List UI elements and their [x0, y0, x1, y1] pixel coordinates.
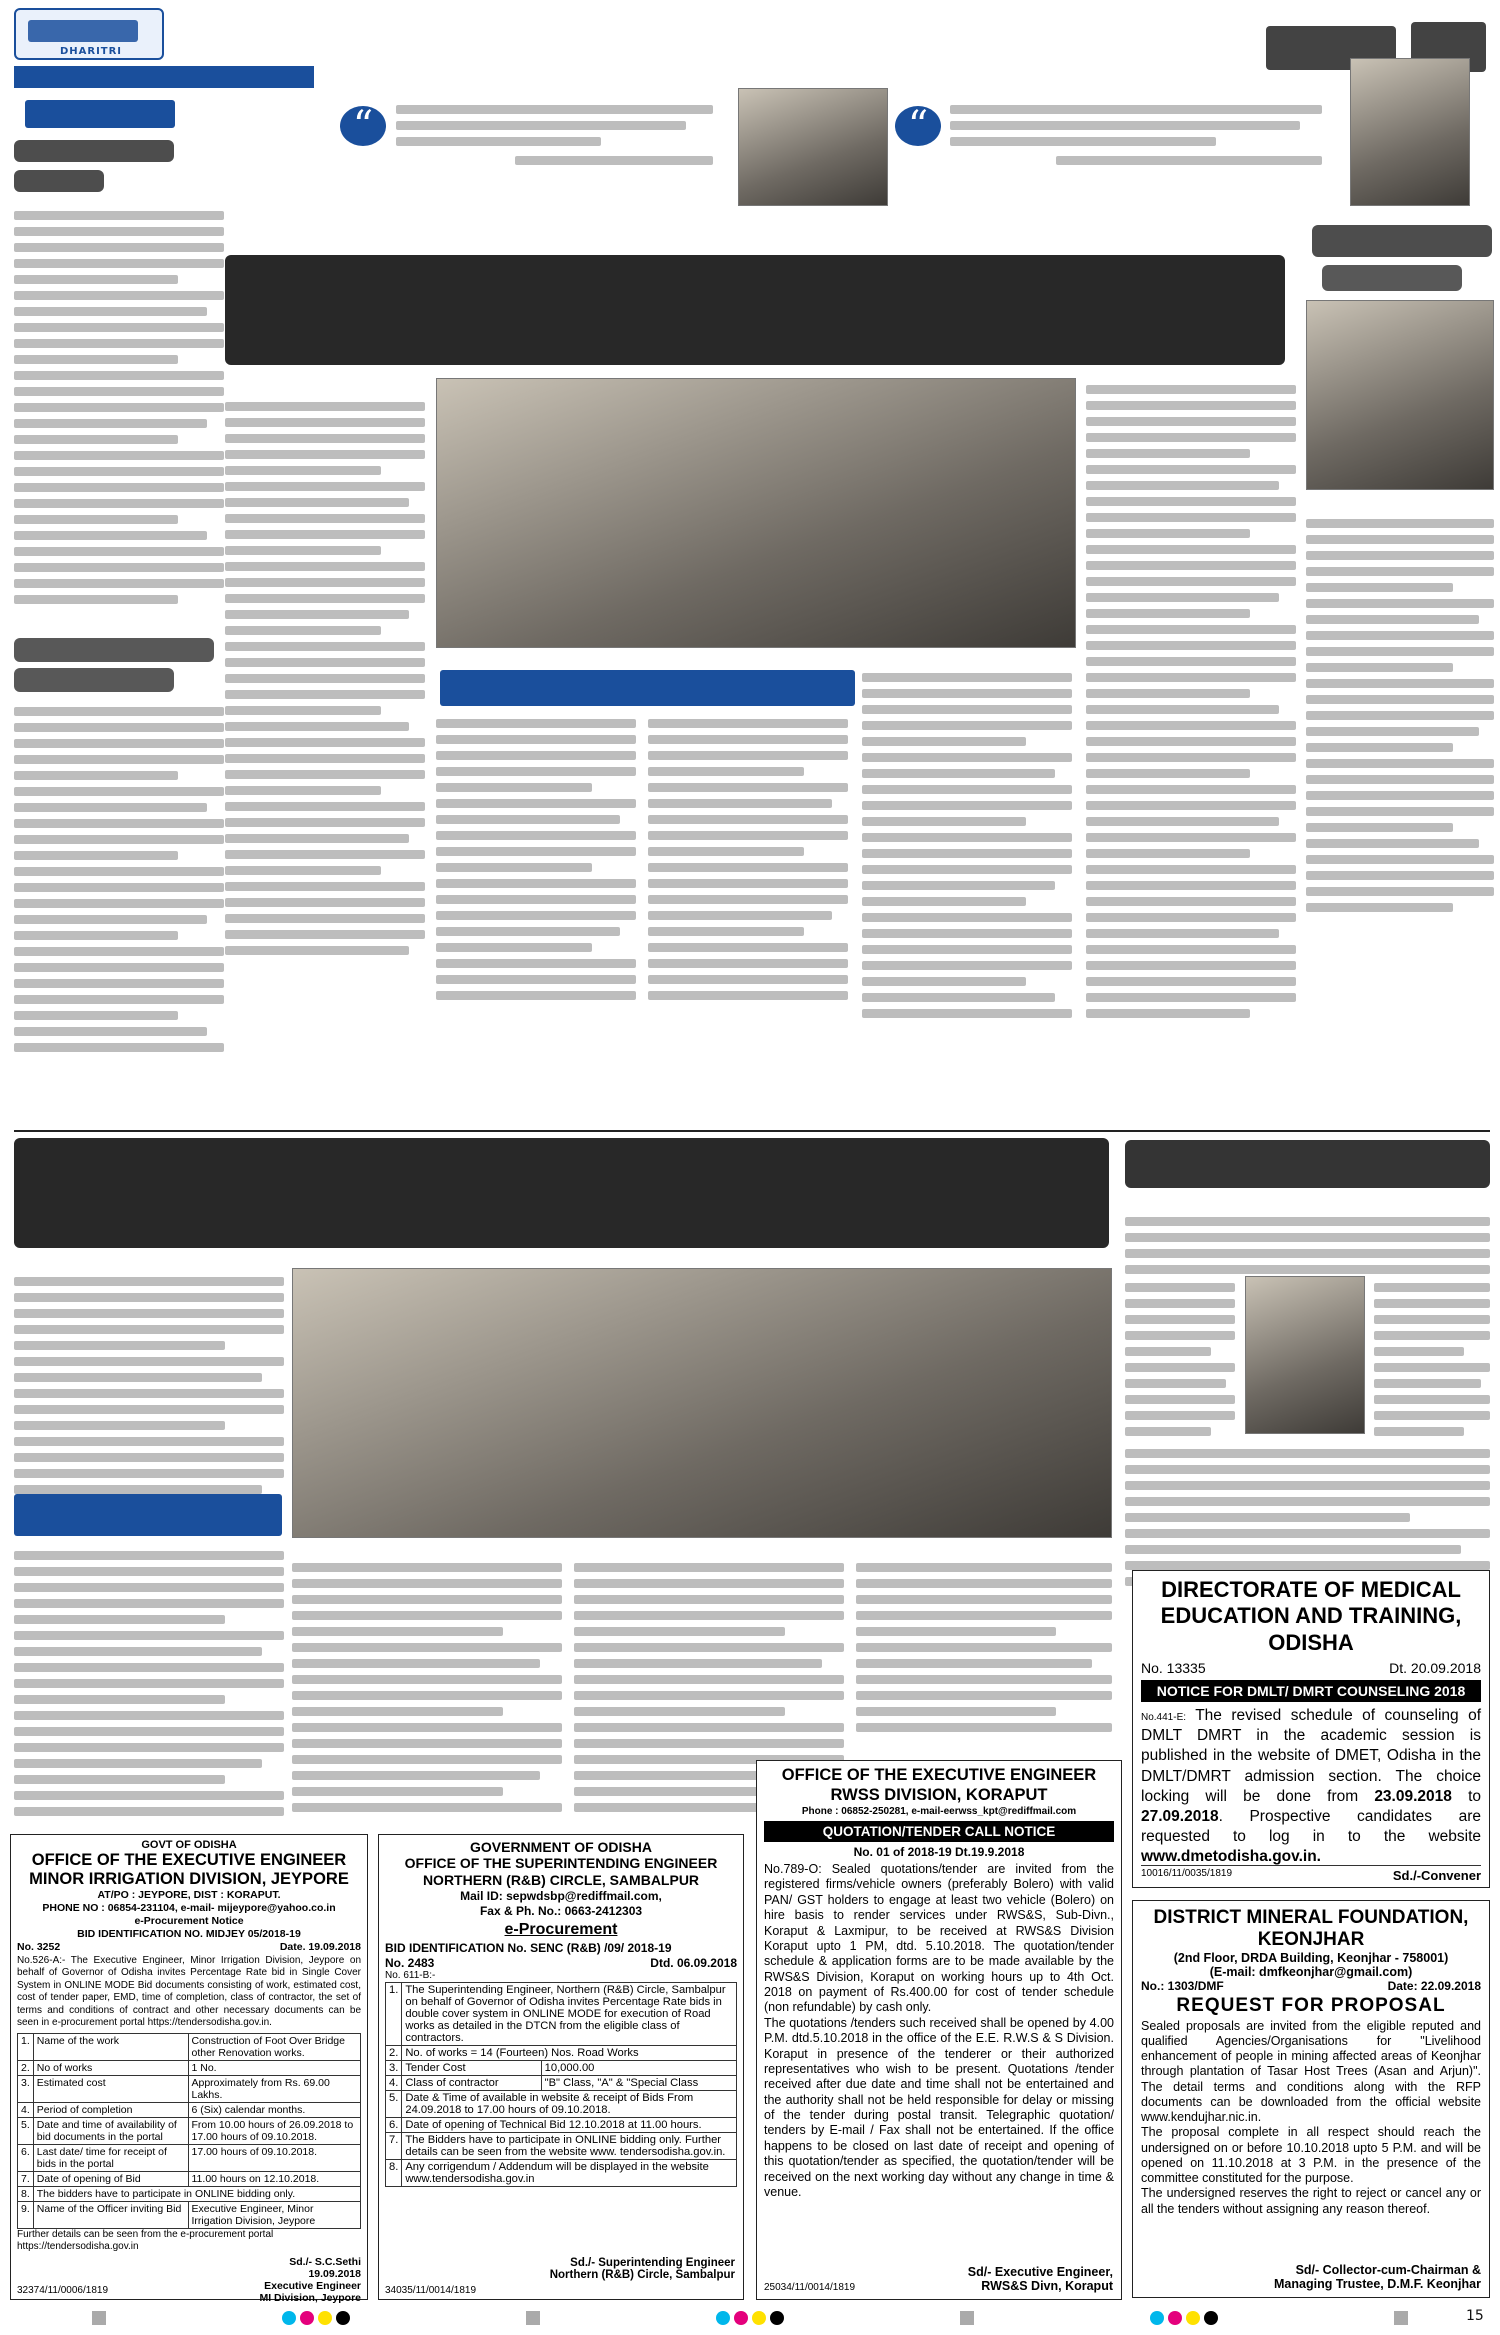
table-row: 4. Period of completion 6 (Six) calendar months.: [18, 2102, 361, 2117]
jeypore-further: Further details can be seen from the e-procurement portal https://tendersodisha.gov.in: [17, 2228, 274, 2253]
brief-body: [14, 204, 224, 611]
logo-caption: DHARITRI: [59, 46, 123, 57]
sambalpur-bid-id: BID IDENTIFICATION No. SENC (R&B) /09/ 2018-19: [385, 1940, 672, 1955]
date-bar: [14, 66, 314, 88]
jeypore-office: OFFICE OF THE EXECUTIVE ENGINEER MINOR IRRIGATION DIVISION, JEYPORE: [29, 1851, 349, 1888]
table-row: 8. The bidders have to participate in ONLINE bidding only.: [18, 2186, 361, 2201]
second-headline: [14, 1138, 1109, 1248]
table-row: 5. Date and time of availability of bid documents in the portal From 10.00 hours of 26.09.2018 to 17.00 hours of 09.10.2018.: [18, 2117, 361, 2144]
koraput-phone: Phone : 06852-250281, e-mail-eerwss_kpt@rediffmail.com: [801, 1805, 1077, 1817]
kabaddi-photo: [292, 1268, 1112, 1538]
table-row: 3. Estimated cost Approximately from Rs. 69.00 Lakhs.: [18, 2075, 361, 2102]
quote-strip: [330, 88, 1380, 208]
print-registration-marks: [90, 2310, 1410, 2330]
jeypore-sign-3: Executive Engineer: [264, 2279, 361, 2292]
jeypore-date: Date. 19.09.2018: [279, 1941, 361, 1954]
dmet-no: No. 13335: [1141, 1660, 1206, 1677]
table-row: 6. Date of opening of Technical Bid 12.10.2018 at 11.00 hours.: [386, 2118, 737, 2133]
sambalpur-ref: No. 611-B:-: [385, 1969, 436, 1981]
lead-col-4: [862, 666, 1072, 1025]
sambalpur-sign-2: Northern (R&B) Circle, Sambalpur: [549, 2269, 735, 2281]
brief-tab: [25, 100, 175, 128]
second-col-1: [14, 1270, 284, 1501]
jeypore-phone: PHONE NO : 06854-231104, e-mail- mijeypore@yahoo.co.in: [42, 1902, 336, 1915]
sambalpur-fax: Fax & Ph. No.: 0663-2412303: [479, 1903, 643, 1918]
third-col-top: [1125, 1210, 1490, 1281]
newspaper-logo: [14, 8, 164, 60]
jeypore-code: 32374/11/0006/1819: [17, 2285, 109, 2296]
dmet-banner: NOTICE FOR DMLT/ DMRT COUNSELING 2018: [1141, 1680, 1481, 1702]
quote-mark-icon: “: [340, 106, 386, 146]
koraput-sign-1: Sd/- Executive Engineer,: [967, 2265, 1113, 2279]
table-row: 1. Name of the work Construction of Foot Over Bridge other Renovation works.: [18, 2033, 361, 2060]
sambalpur-notice-type: e-Procurement: [504, 1920, 618, 1938]
jeypore-sign-4: MI Division, Jeypore: [259, 2291, 361, 2304]
jeypore-sign-2: 19.09.2018: [308, 2267, 361, 2280]
table-row: 5. Date & Time of available in website & receipt of Bids From 24.09.2018 to 17.00 hours of 09.10.2018.: [386, 2091, 737, 2118]
table-row: 4. Class of contractor "B" Class, "A" & "Special Class: [386, 2076, 737, 2091]
lead-col-3: [648, 666, 848, 1007]
second-tab: [14, 1494, 282, 1536]
lead-col-5: [1086, 378, 1296, 1025]
dmet-title: DIRECTORATE OF MEDICAL EDUCATION AND TRAINING, ODISHA: [1160, 1577, 1462, 1655]
second-col-5: [856, 1556, 1112, 1739]
snooker-photo: [1306, 300, 1494, 490]
table-row: 9. Name of the Officer inviting Bid Executive Engineer, Minor Irrigation Division, Jeypore: [18, 2201, 361, 2228]
logo-wordmark: [28, 20, 138, 42]
dmf-heading: REQUEST FOR PROPOSAL: [1176, 1994, 1446, 2016]
sambalpur-table: [385, 1982, 737, 2187]
jeypore-body: No.526-A:- The Executive Engineer, Minor Irrigation Division, Jeypore on behalf of Governor of Odisha invites Percentage Rate bid in Single Cover System in ONLINE MODE Bid documents consisting of work, estimated cost, cost of tender paper, EMD, time of completion, class of contractor, the set of terms and conditions of contract and other necessary documents can be seen in e-procurement portal https://tendersodisha.gov.in.: [17, 1954, 361, 2029]
table-row: 3. Tender Cost 10,000.00: [386, 2061, 737, 2076]
jeypore-table: [17, 2033, 361, 2229]
table-row: 2. No. of works = 14 (Fourteen) Nos. Road Works: [386, 2046, 737, 2061]
koraput-notice: [756, 1760, 1122, 2300]
quote-1: [396, 98, 726, 172]
section-divider: [14, 1130, 1490, 1132]
dmet-body: No.441-E: The revised schedule of counseling of DMLT DMRT in the academic session is published in the website of DMET, Odisha in the DMLT/DMRT admission section. The choice locking will be done from 23.09.2018 to 27.09.2018. Prospective candidates are requested to log in to the website www.dmetodisha.gov.in.: [1141, 1707, 1482, 1866]
lead-dateline: [264, 372, 404, 388]
jeypore-notice-type: e-Procurement Notice: [134, 1915, 244, 1928]
lead-col-2: [436, 712, 636, 1007]
dmf-address: (2nd Floor, DRDA Building, Keonjhar - 758001): [1173, 1950, 1449, 1965]
table-row: 8. Any corrigendum / Addendum will be displayed in the website www.tendersodisha.gov.in: [386, 2160, 737, 2187]
dmf-no: No.: 1303/DMF: [1141, 1978, 1224, 1993]
cricketer-photo: [738, 88, 888, 206]
table-row: 2. No of works 1 No.: [18, 2060, 361, 2075]
third-col-2: [1374, 1276, 1490, 1443]
dmet-code: 10016/11/0035/1819: [1141, 1868, 1233, 1879]
dmf-sign-1: Sd/- Collector-cum-Chairman &: [1295, 2263, 1481, 2277]
table-row: 7. The Bidders have to participate in ONLINE bidding only. Further details can be seen from the website www. tendersodisha.gov.in.: [386, 2133, 737, 2160]
meeting-photo: [436, 378, 1076, 648]
jeypore-address: AT/PO : JEYPORE, DIST : KORAPUT.: [97, 1888, 281, 1901]
jeypore-sign-1: Sd./- S.C.Sethi: [289, 2255, 361, 2268]
koraput-body: No.789-O: Sealed quotations/tender are invited from the registered firms/vehicle owners (preferably Bolero) with valid PAN/ GST holders to engage at least two vehicle (Bolero) on hire basis to render services under RWS&S, Sub-Divn., Koraput & Laxmipur, to be received at RWS&S Division Koraput upto 1 PM, dtd. 5.10.2018. The quotation/tender schedule & application forms are to be made available by the RWS&S Division, Koraput on working hours up to 4th Oct. 2018 on payment of Rs.400.00 for cost of tender schedule (non refundable) by cash only. The quotations /tenders such received shall be opened by 4.00 P.M. dtd.5.10.2018 in the office of the E.E. R.W.S & S Division. Koraput in presence of the tenderer or their authorized representatives who wish to be present. Quotations /tender received after due date and time shall not be entertained and the authority shall not be held responsible for delay or missing of the tender during postal transit. Telegraphic quotation/ tenders by E-mail / Fax shall not be entertained. If the office happens to be closed on last date of receipt and opening of this quotation/tender as specified, the quotation/tender will be received on the next working day without any change in time & venue.: [764, 1862, 1114, 2199]
third-col-1: [1125, 1276, 1235, 1443]
masthead: [14, 8, 394, 93]
sambalpur-mail: Mail ID: sepwdsbp@rediffmail.com,: [460, 1888, 662, 1903]
dmet-notice: [1132, 1570, 1490, 1888]
jeypore-notice: [10, 1834, 368, 2304]
jeypore-govt: GOVT OF ODISHA: [141, 1839, 237, 1851]
koraput-no: No. 01 of 2018-19 Dt.19.9.2018: [853, 1845, 1025, 1860]
dmf-title: DISTRICT MINERAL FOUNDATION, KEONJHAR: [1153, 1907, 1469, 1950]
side-story-headline: [1312, 225, 1492, 257]
sambalpur-govt: GOVERNMENT OF ODISHA: [469, 1839, 652, 1855]
koraput-office: OFFICE OF THE EXECUTIVE ENGINEER RWSS DIVISION, KORAPUT: [781, 1766, 1097, 1804]
dmf-date: Date: 22.09.2018: [1387, 1978, 1481, 1993]
dmf-sign-2: Managing Trustee, D.M.F. Keonjhar: [1274, 2277, 1481, 2291]
jeypore-bid-id: BID IDENTIFICATION NO. MIDJEY 05/2018-19: [77, 1928, 301, 1941]
dmet-date: Dt. 20.09.2018: [1389, 1660, 1481, 1677]
dmet-website-link[interactable]: www.dmetodisha.gov.in.: [1141, 1848, 1321, 1866]
page-folio: 15: [1466, 2308, 1484, 2324]
second-col-2: [14, 1544, 284, 1823]
table-row: 1. The Superintending Engineer, Northern (R&B) Circle, Sambalpur on behalf of Governor of Odisha invites Percentage Rate bids in double cover system in ONLINE MODE for execution of Road works as detailed in the DTCN from the eligible class of contractors.: [386, 1983, 737, 2046]
second-col-3: [292, 1556, 562, 1819]
brief-body-2: [14, 700, 224, 1059]
coach-photo: [1350, 58, 1470, 206]
sambalpur-date: Dtd. 06.09.2018: [650, 1955, 737, 1970]
brief-subhead: [14, 638, 214, 662]
lead-headline: [225, 255, 1285, 365]
lead-col-1: [225, 395, 425, 962]
quote-2: [950, 98, 1330, 172]
dmf-notice: [1132, 1900, 1490, 2298]
dmet-sign: Sd./-Convener: [1392, 1868, 1481, 1883]
side-story-body: [1306, 512, 1494, 919]
sambalpur-code: 34035/11/0014/1819: [385, 2285, 477, 2296]
dmf-email: (E-mail: dmfkeonjhar@gmail.com): [1209, 1964, 1413, 1979]
table-row: 7. Date of opening of Bid 11.00 hours on 12.10.2018.: [18, 2171, 361, 2186]
player-photo: [1245, 1276, 1365, 1434]
sambalpur-no: No. 2483: [385, 1955, 435, 1970]
sambalpur-notice: [378, 1834, 744, 2300]
jeypore-no: No. 3252: [17, 1941, 61, 1954]
table-row: 6. Last date/ time for receipt of bids in the portal 17.00 hours of 09.10.2018.: [18, 2144, 361, 2171]
sambalpur-office: OFFICE OF THE SUPERINTENDING ENGINEER NORTHERN (R&B) CIRCLE, SAMBALPUR: [404, 1855, 718, 1888]
koraput-code: 25034/11/0014/1819: [764, 2282, 856, 2293]
quote-mark-icon: “: [895, 106, 941, 146]
koraput-banner: QUOTATION/TENDER CALL NOTICE: [764, 1821, 1114, 1842]
dmf-body: Sealed proposals are invited from the eligible reputed and qualified Agencies/Organisations for "Livelihood enhancement of people in mining affected areas of Keonjhar through plantation of Tasar Host Trees (Asan and Arjun)". The detail terms and conditions along with the RFP documents can be downloaded from the official website www.kendujhar.nic.in. The proposal complete in all respect should reach the undersigned on or before 10.10.2018 upto 5 P.M. and will be opened on 11.10.2018 at 3 P.M. in the presence of the committee constituted for the purpose. The undersigned reserves the right to reject or cancel any or all the tenders without assigning any reason thereof.: [1141, 2018, 1481, 2216]
koraput-sign-2: RWS&S Divn, Koraput: [981, 2279, 1113, 2293]
sambalpur-sign-1: Sd./- Superintending Engineer: [570, 2257, 735, 2269]
third-headline: [1125, 1140, 1490, 1188]
